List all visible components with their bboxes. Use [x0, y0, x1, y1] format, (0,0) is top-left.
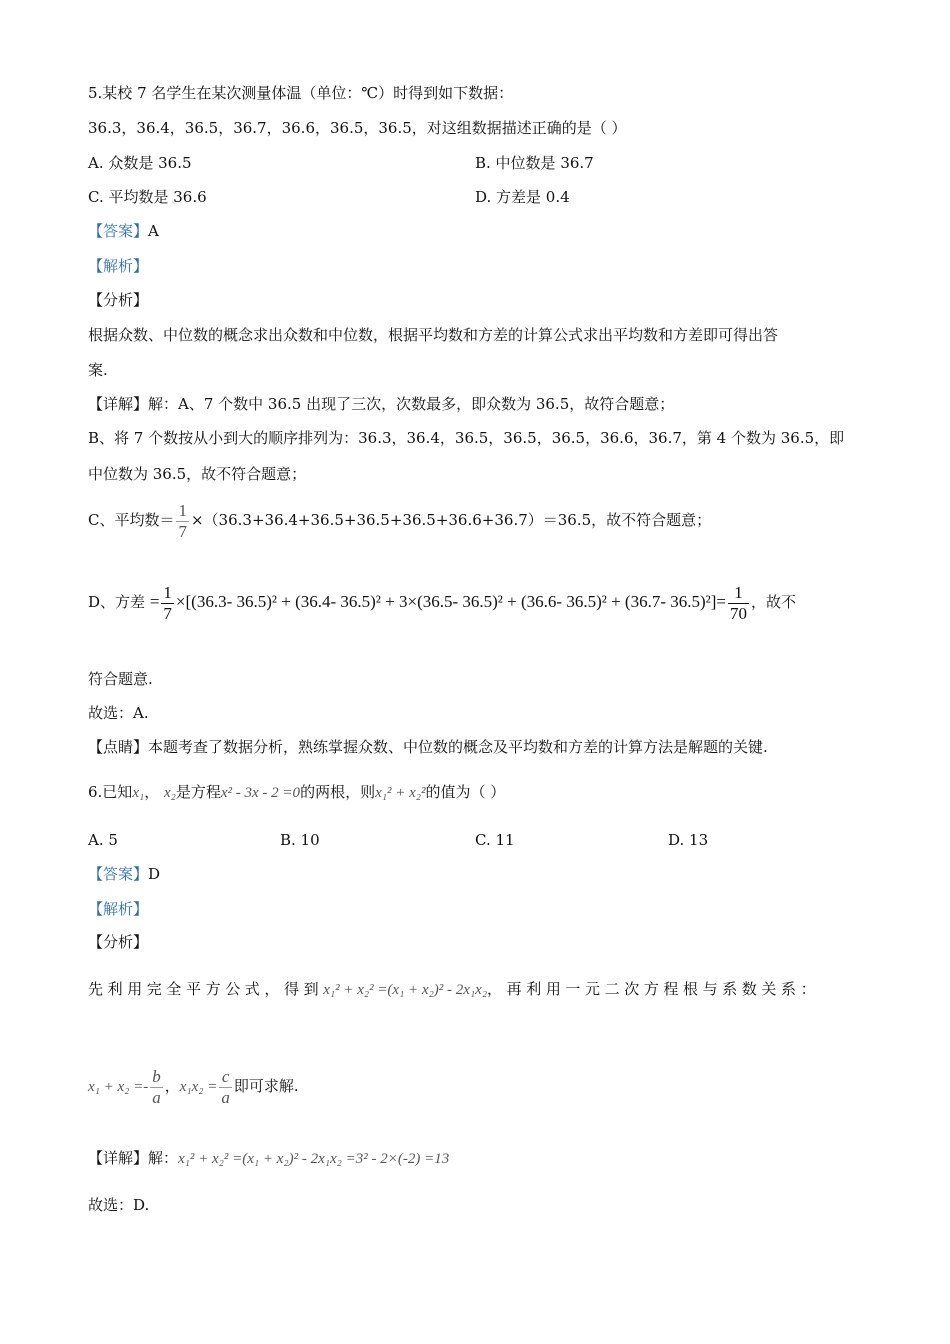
variance-result-den: 70 — [730, 603, 747, 623]
q5-analysis-line1: 根据众数、中位数的概念求出众数和中位数，根据平均数和方差的计算公式求出平均数和方差即可得出答 — [88, 326, 779, 344]
q6-answer — [88, 864, 160, 884]
answer-value: D — [148, 865, 161, 883]
q5-comment: 【点睛】本题考查了数据分析，熟练掌握众数、中位数的概念及平均数和方差的计算方法是解题的关键. — [88, 738, 768, 756]
q6-vieta-line — [88, 1064, 299, 1109]
vieta-b-over-a — [150, 1067, 163, 1108]
vieta-a2: a — [221, 1087, 230, 1107]
variance-expression: ×[(36.3- 36.5)² + (36.4- 36.5)² + 3×(36.5- 36.5)² + (36.6- 36.5)² + (36.7- 36.5)²]= — [175, 592, 726, 611]
mean-fraction-num: 1 — [178, 500, 187, 520]
q5-stem-line1: 5.某校 7 名学生在某次测量体温（单位：℃）时得到如下数据： — [88, 84, 514, 102]
q5-variance-line — [88, 582, 796, 624]
variance-prefix: D、方差 — [88, 593, 146, 611]
q6-sum-squares: x₁² + x₂² — [375, 785, 426, 801]
q6-option-b: B. 10 — [280, 831, 320, 849]
variance-suffix: ，故不 — [751, 593, 797, 611]
q5-variance-cont: 符合题意. — [88, 670, 153, 688]
q5-option-b: B. 中位数是 36.7 — [475, 154, 594, 172]
q5-detail-line1: 【详解】解：A、7 个数中 36.5 出现了三次，次数最多，即众数为 36.5，故符合题意； — [88, 395, 675, 413]
vieta-c-over-a — [219, 1067, 232, 1108]
q6-fenxi-tag: 【分析】 — [88, 933, 149, 951]
q6-detail-tag: 【详解】解： — [88, 1149, 179, 1167]
q6-comma: ， — [144, 783, 160, 801]
vieta-product: x₁x₂ = — [179, 1079, 218, 1095]
q6-analysis-a: 先利用完全平方公式，得到 — [88, 980, 324, 998]
q6-option-d: D. 13 — [668, 831, 709, 849]
q6-analysis-line — [88, 977, 820, 1002]
variance-eq: = — [149, 592, 160, 611]
vieta-a: a — [152, 1087, 161, 1107]
q6-stem-d: 的值为（ ） — [425, 783, 506, 801]
q5-jiexi-tag: 【解析】 — [88, 257, 149, 275]
q6-stem-b: 是方程 — [175, 783, 221, 801]
q5-detail-line2: B、将 7 个数按从小到大的顺序排列为：36.3，36.4，36.5，36.5，36.5，36.6，36.7，第 4 个数为 36.5，即 — [88, 429, 845, 447]
vieta-b: b — [152, 1066, 161, 1086]
vieta-c: c — [219, 1067, 232, 1088]
q6-detail-expression: x₁² + x₂² =(x₁ + x₂)² - 2x₁x₂ =3² - 2×(-2) =13 — [178, 1151, 450, 1167]
q6-stem — [88, 777, 505, 808]
mean-prefix: C、平均数＝ — [88, 511, 175, 529]
q5-detail-line3: 中位数为 36.5，故不符合题意； — [88, 465, 307, 483]
q5-fenxi-tag: 【分析】 — [88, 291, 149, 309]
q5-choose: 故选：A. — [88, 704, 149, 722]
q6-option-a: A. 5 — [88, 831, 118, 849]
variance-fraction-den: 7 — [163, 603, 172, 623]
variance-fraction-num: 1 — [163, 582, 172, 602]
variance-result-num: 1 — [728, 583, 749, 604]
q6-x2: x₂ — [163, 785, 176, 801]
variance-fraction — [161, 583, 174, 624]
answer-value: A — [148, 222, 159, 240]
q5-option-a: A. 众数是 36.5 — [88, 154, 192, 172]
answer-tag: 【答案】 — [88, 865, 149, 883]
q5-analysis-line2: 案. — [88, 361, 108, 379]
q6-choose: 故选：D. — [88, 1196, 150, 1214]
variance-result-fraction — [728, 583, 749, 624]
q6-equation: x² - 3x - 2 =0 — [220, 785, 301, 801]
q6-identity: x₁² + x₂² =(x₁ + x₂)² - 2x₁x₂ — [323, 982, 488, 998]
q6-option-c: C. 11 — [475, 831, 515, 849]
q6-jiexi-tag: 【解析】 — [88, 900, 149, 918]
q5-stem-line2: 36.3，36.4，36.5，36.7，36.6，36.5，36.5，对这组数据描述正确的是（ ） — [88, 119, 627, 137]
vieta-end: 即可求解. — [233, 1077, 299, 1095]
q5-option-d: D. 方差是 0.4 — [475, 188, 570, 206]
answer-tag: 【答案】 — [88, 222, 149, 240]
q6-stem-c: 的两根，则 — [300, 783, 376, 801]
mean-fraction — [176, 501, 189, 542]
q6-analysis-b: ，再利用一元二次方程根与系数关系： — [487, 980, 821, 998]
vieta-sep: ， — [164, 1077, 180, 1095]
q5-option-c: C. 平均数是 36.6 — [88, 188, 207, 206]
mean-fraction-den: 7 — [178, 521, 187, 541]
q5-mean-line — [88, 500, 711, 542]
q6-detail-line — [88, 1146, 449, 1171]
mean-expression: ×（36.3+36.4+36.5+36.5+36.5+36.6+36.7）＝36.5，故不符合题意； — [190, 511, 712, 529]
q6-x1: x₁ — [132, 785, 145, 801]
q5-answer — [88, 221, 159, 241]
q6-stem-a: 6.已知 — [88, 783, 133, 801]
vieta-sum: x₁ + x₂ =- — [88, 1079, 149, 1095]
